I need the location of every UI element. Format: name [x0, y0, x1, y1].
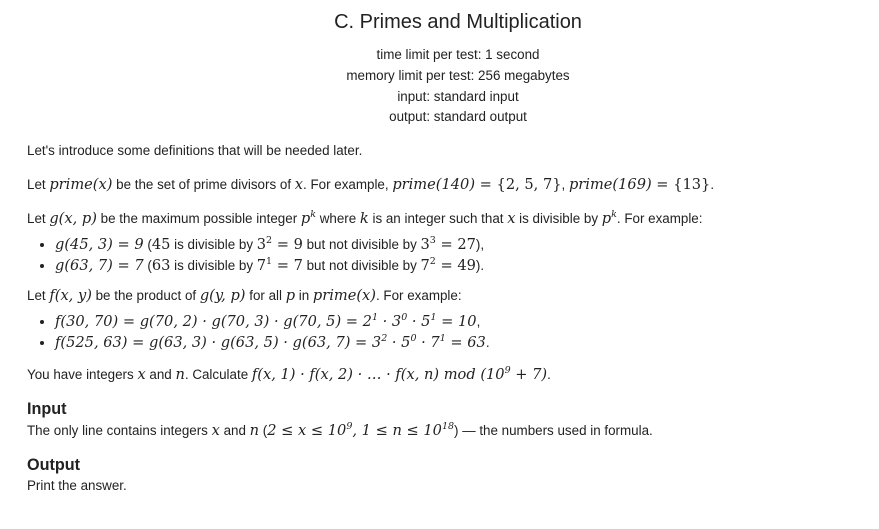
- math-ex1-val: {2, 5, 7}: [496, 176, 562, 193]
- input-section: [27, 399, 867, 441]
- math-prime169: prime(169) =: [568, 176, 674, 193]
- input-text: The only line contains integers x and n ($2 \le x \le 10^9$, $1 \le n \le 10^{18}$) — the numbers used in formula.: [27, 421, 653, 439]
- input-file: input: standard input: [397, 88, 519, 104]
- problem-title: C. Primes and Multiplication: [334, 11, 582, 33]
- f-examples-list: [27, 312, 867, 353]
- math-k: k: [359, 210, 369, 227]
- math-g-xp: g(x, p): [49, 210, 97, 227]
- problem-statement: [27, 141, 867, 496]
- list-item: • g(45, 3) = 9 (45 is divisible by $3^2 = 9$ but not divisible by $3^3 = 27$),: [55, 235, 867, 256]
- intro-paragraph: Let's introduce some definitions that will be needed later.: [27, 143, 363, 158]
- math-p-k: $p^k$: [601, 209, 617, 227]
- g-definition: Let g(x, p) be the maximum possible integer $p^k$ where k is an integer such that x is divisible by $p^k$. For example:: [27, 209, 703, 227]
- math-prime-x: prime(x): [49, 176, 113, 193]
- math-x: x: [507, 210, 516, 227]
- list-item: • g(63, 7) = 7 (63 is divisible by $7^1 = 7$ but not divisible by $7^2 = 49$).: [55, 256, 867, 277]
- memory-limit: memory limit per test: 256 megabytes: [346, 67, 570, 83]
- math-x: x: [294, 176, 303, 193]
- list-item: • f(525, 63) = g(63, 3) · g(63, 5) · g(63, $7) = 3^2 \cdot 5^0 \cdot 7^1 = 63$.: [55, 333, 867, 354]
- prime-definition: Let prime(x) be the set of prime divisors of x. For example, prime(140) = {2, 5, 7}, prime(169) = {13}.: [27, 176, 715, 193]
- time-limit: time limit per test: 1 second: [376, 47, 540, 62]
- list-item: • f(30, 70) = g(70, 2) · g(70, 3) · g(70, $5) = 2^1 \cdot 3^0 \cdot 5^1 = 10$,: [55, 312, 867, 333]
- math-prime140: prime(140) =: [392, 176, 497, 193]
- input-heading: Input: [27, 400, 67, 418]
- math-ex2-val: {13}: [673, 176, 711, 193]
- f-definition: Let f(x, y) be the product of g(y, p) for all p in prime(x). For example:: [27, 287, 462, 304]
- g-examples-list: [27, 235, 867, 276]
- output-heading: Output: [27, 456, 81, 474]
- output-text: Print the answer.: [27, 478, 127, 493]
- math-p-k: $p^k$: [300, 209, 316, 227]
- output-section: [27, 455, 867, 496]
- output-file: output: standard output: [389, 109, 527, 125]
- task-paragraph: You have integers x and n. Calculate f(x, 1) · f(x, 2) · … · f(x, n) mod $(10^9 + 7)$.: [27, 365, 551, 383]
- problem-header: [0, 10, 879, 128]
